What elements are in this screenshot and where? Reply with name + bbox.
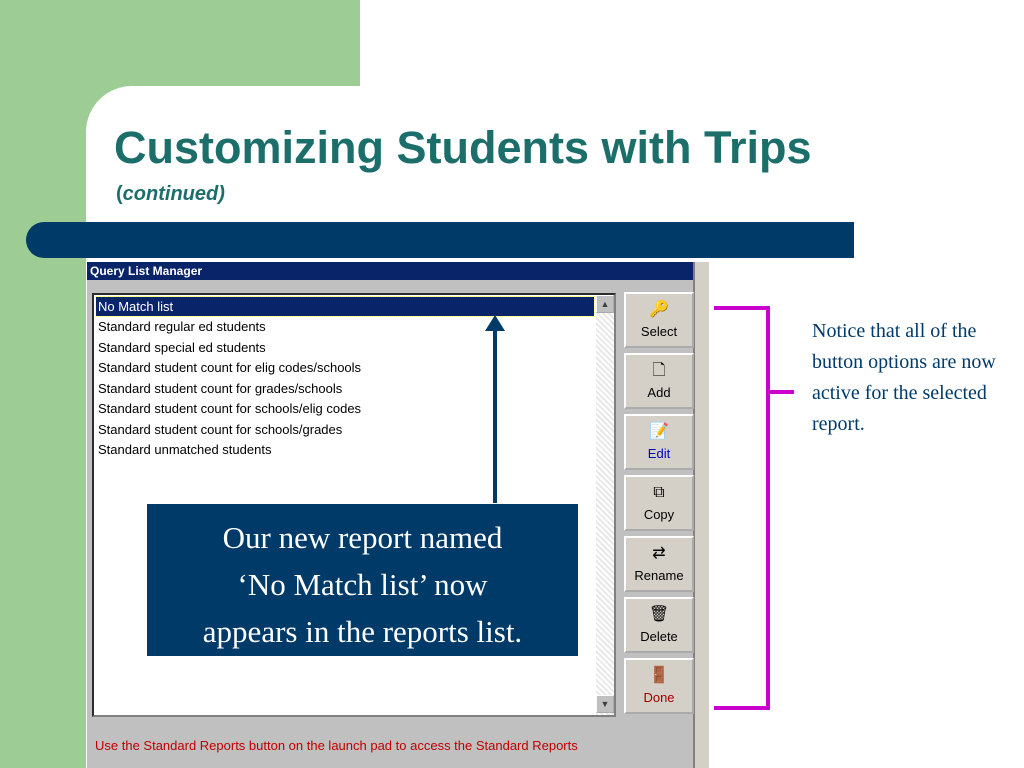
- bracket-bottom: [714, 706, 768, 710]
- rename-button[interactable]: ⇄ Rename: [624, 536, 694, 592]
- copy-button[interactable]: ⧉ Copy: [624, 475, 694, 531]
- scroll-down-icon[interactable]: ▼: [596, 695, 614, 713]
- select-button[interactable]: 🔑 Select: [624, 292, 694, 348]
- delete-button[interactable]: 🗑 Delete: [624, 597, 694, 653]
- list-item[interactable]: Standard student count for schools/elig codes: [98, 401, 362, 416]
- edit-document-icon: 📝: [649, 423, 669, 440]
- add-button[interactable]: 🗋 Add: [624, 353, 694, 409]
- title-divider-bar: [26, 222, 854, 258]
- callout-arrow-line: [493, 328, 497, 504]
- bracket-top: [714, 306, 768, 310]
- list-item[interactable]: No Match list: [96, 297, 594, 316]
- list-item[interactable]: Standard student count for grades/schools: [98, 381, 343, 396]
- edit-button[interactable]: 📝 Edit: [624, 414, 694, 470]
- new-document-icon: 🗋: [652, 362, 666, 379]
- window-edge: [693, 262, 709, 768]
- copy-icon: ⧉: [653, 484, 665, 501]
- status-message: Use the Standard Reports button on the launch pad to access the Standard Reports: [95, 738, 578, 753]
- side-note: Notice that all of the button options are now active for the selected report.: [812, 320, 996, 435]
- callout-line-1: Our new report named: [222, 520, 503, 555]
- key-icon: 🔑: [649, 301, 669, 318]
- scroll-up-icon[interactable]: ▲: [596, 295, 614, 313]
- slide-title: Customizing Students with Trips: [114, 122, 812, 173]
- list-scrollbar[interactable]: [596, 295, 614, 715]
- callout-line-3: appears in the reports list.: [202, 614, 523, 649]
- rename-icon: ⇄: [652, 545, 666, 562]
- exit-door-icon: 🚪: [649, 667, 669, 684]
- callout-box: [146, 503, 579, 657]
- list-item[interactable]: Standard student count for schools/grades: [98, 422, 343, 437]
- done-button[interactable]: 🚪 Done: [624, 658, 694, 714]
- list-item[interactable]: Standard unmatched students: [98, 442, 272, 457]
- callout-line-2: ‘No Match list’ now: [237, 567, 488, 602]
- list-item[interactable]: Standard special ed students: [98, 340, 266, 355]
- list-item[interactable]: Standard student count for elig codes/schools: [98, 360, 362, 375]
- bracket-tick: [768, 390, 794, 394]
- window-title-bar: Query List Manager: [87, 262, 696, 280]
- list-item[interactable]: Standard regular ed students: [98, 319, 266, 334]
- bracket-vertical: [766, 306, 770, 710]
- trash-icon: 🗑: [648, 606, 670, 623]
- callout-arrow-head-icon: [485, 315, 505, 331]
- slide-subtitle: (continued): [116, 183, 225, 205]
